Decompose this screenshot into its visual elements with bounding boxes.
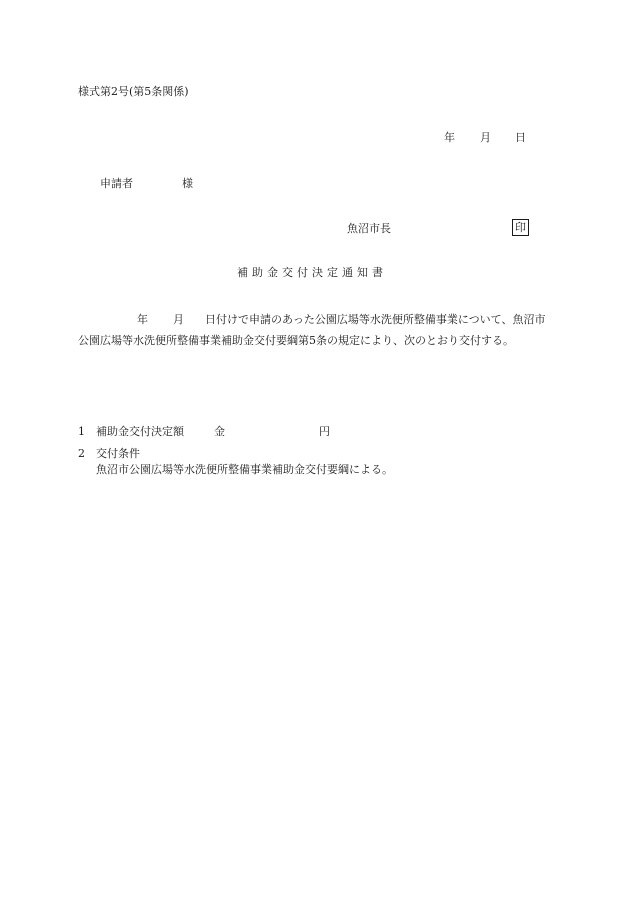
form-number: 様式第2号(第5条関係): [78, 85, 189, 98]
body-year-label: 年: [137, 313, 148, 326]
date-month-label: 月: [480, 131, 491, 144]
applicant-label: 申請者: [100, 177, 133, 190]
body-paragraph: [78, 309, 552, 351]
body-month-label: 月: [173, 313, 184, 326]
seal-mark: 印: [512, 219, 529, 236]
body-text: 日付けで申請のあった公園広場等水洗便所整備事業について、魚沼市公園広場等水洗便所整備事業補助金交付要綱第5条の規定により、次のとおり交付する。: [78, 313, 546, 347]
amount-unit: 円: [319, 425, 330, 438]
item-number: 2: [78, 447, 85, 460]
item-number: 1: [78, 425, 85, 438]
conditions-detail: 魚沼市公園広場等水洗便所整備事業補助金交付要綱による。: [96, 463, 393, 476]
date-year-label: 年: [444, 131, 455, 144]
date-day-label: 日: [515, 131, 526, 144]
conditions-label: 交付条件: [96, 447, 140, 460]
amount-prefix: 金: [214, 425, 225, 438]
issuer-title: 魚沼市長: [347, 222, 391, 235]
grant-amount-label: 補助金交付決定額: [96, 425, 184, 438]
document-title: 補助金交付決定通知書: [237, 266, 387, 279]
applicant-honorific: 様: [182, 177, 193, 190]
